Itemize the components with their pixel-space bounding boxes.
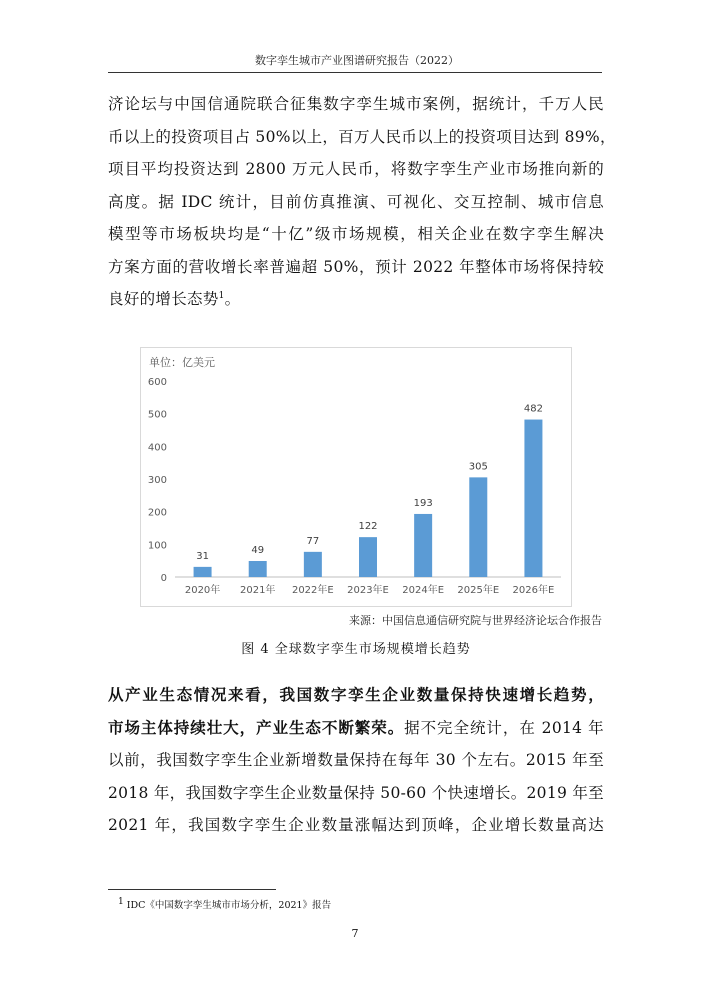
bar — [304, 552, 322, 577]
y-tick-label: 300 — [147, 475, 167, 486]
page-number: 7 — [351, 927, 359, 940]
y-tick-label: 600 — [147, 377, 167, 388]
bar — [359, 537, 377, 577]
y-tick-label: 0 — [160, 573, 167, 584]
paragraph-line: 模型等市场板块均是“十亿”级市场规模，相关企业在数字孪生解决 — [108, 225, 604, 243]
paragraph-line: 项目平均投资达到 2800 万元人民币，将数字孪生产业市场推向新的 — [108, 160, 604, 178]
data-label: 49 — [251, 544, 265, 556]
paragraph-line: 济论坛与中国信通院联合征集数字孪生城市案例，据统计，千万人民 — [108, 95, 604, 113]
x-tick-label: 2021年 — [239, 585, 276, 596]
bar — [524, 420, 542, 577]
paragraph-mixed-line — [108, 712, 604, 745]
footnote-text: IDC《中国数字孪生城市市场分析，2021》报告 — [126, 900, 332, 911]
footnote-rule — [108, 889, 276, 890]
footnote — [118, 897, 331, 911]
paragraph-bold-text: 市场主体持续壮大，产业生态不断繁荣。 — [108, 717, 405, 737]
data-label: 305 — [468, 461, 488, 473]
footnote-reference[interactable]: 1 — [218, 290, 225, 301]
paragraph-line: 以前，我国数字孪生企业新增数量保持在每年 30 个左右。2015 年至 — [108, 751, 604, 769]
figure-caption: 图 4 全球数字孪生市场规模增长趋势 — [241, 642, 471, 657]
header-rule — [108, 72, 602, 73]
data-label: 31 — [196, 550, 209, 562]
bar — [249, 561, 267, 577]
paragraph-last-line — [108, 283, 604, 316]
y-tick-label: 500 — [147, 409, 167, 421]
x-tick-label: 2024年E — [402, 585, 445, 596]
paragraph-line: 2018 年，我国数字孪生企业数量保持 50-60 个快速增长。2019 年至 — [108, 783, 604, 802]
x-tick-label: 2026年E — [512, 585, 555, 596]
x-tick-label: 2020年 — [184, 585, 221, 596]
data-label: 77 — [306, 535, 320, 547]
bar-chart-svg — [141, 348, 571, 606]
footnote-mark: 1 — [118, 896, 124, 907]
paragraph-text: 。 — [224, 290, 241, 308]
running-header: 数字孪生城市产业图谱研究报告（2022） — [255, 54, 459, 67]
market-size-chart — [140, 347, 572, 607]
paragraph-line: 高度。据 IDC 统计，目前仿真推演、可视化、交互控制、城市信息 — [108, 192, 604, 211]
unit-label: 单位：亿美元 — [149, 356, 215, 369]
paragraph-text: 据不完全统计，在 2014 年 — [404, 718, 604, 737]
data-label: 122 — [358, 521, 378, 533]
paragraph-line: 币以上的投资项目占 50%以上，百万人民币以上的投资项目达到 89%， — [108, 127, 616, 146]
paragraph-bold-line: 从产业生态情况来看，我国数字孪生企业数量保持快速增长趋势， — [108, 685, 604, 704]
paragraph-1 — [108, 88, 616, 316]
x-tick-label: 2025年E — [457, 585, 500, 596]
bar — [469, 477, 487, 577]
x-tick-label: 2022年E — [291, 585, 334, 596]
data-label: 482 — [523, 403, 543, 415]
paragraph-line: 方案方面的营收增长率普遍超 50%，预计 2022 年整体市场将保持较 — [108, 257, 604, 276]
paragraph-line: 2021 年，我国数字孪生企业数量涨幅达到顶峰，企业增长数量高达 — [108, 816, 604, 834]
x-tick-label: 2023年E — [347, 585, 389, 596]
paragraph-text: 良好的增长态势 — [108, 290, 219, 308]
y-tick-label: 100 — [147, 540, 167, 552]
bar — [194, 567, 212, 577]
bar — [414, 514, 432, 577]
y-tick-label: 400 — [147, 442, 167, 454]
y-tick-label: 200 — [147, 507, 167, 519]
data-label: 193 — [413, 497, 433, 509]
chart-source: 来源：中国信息通信研究院与世界经济论坛合作报告 — [349, 614, 602, 627]
paragraph-2 — [108, 679, 604, 842]
